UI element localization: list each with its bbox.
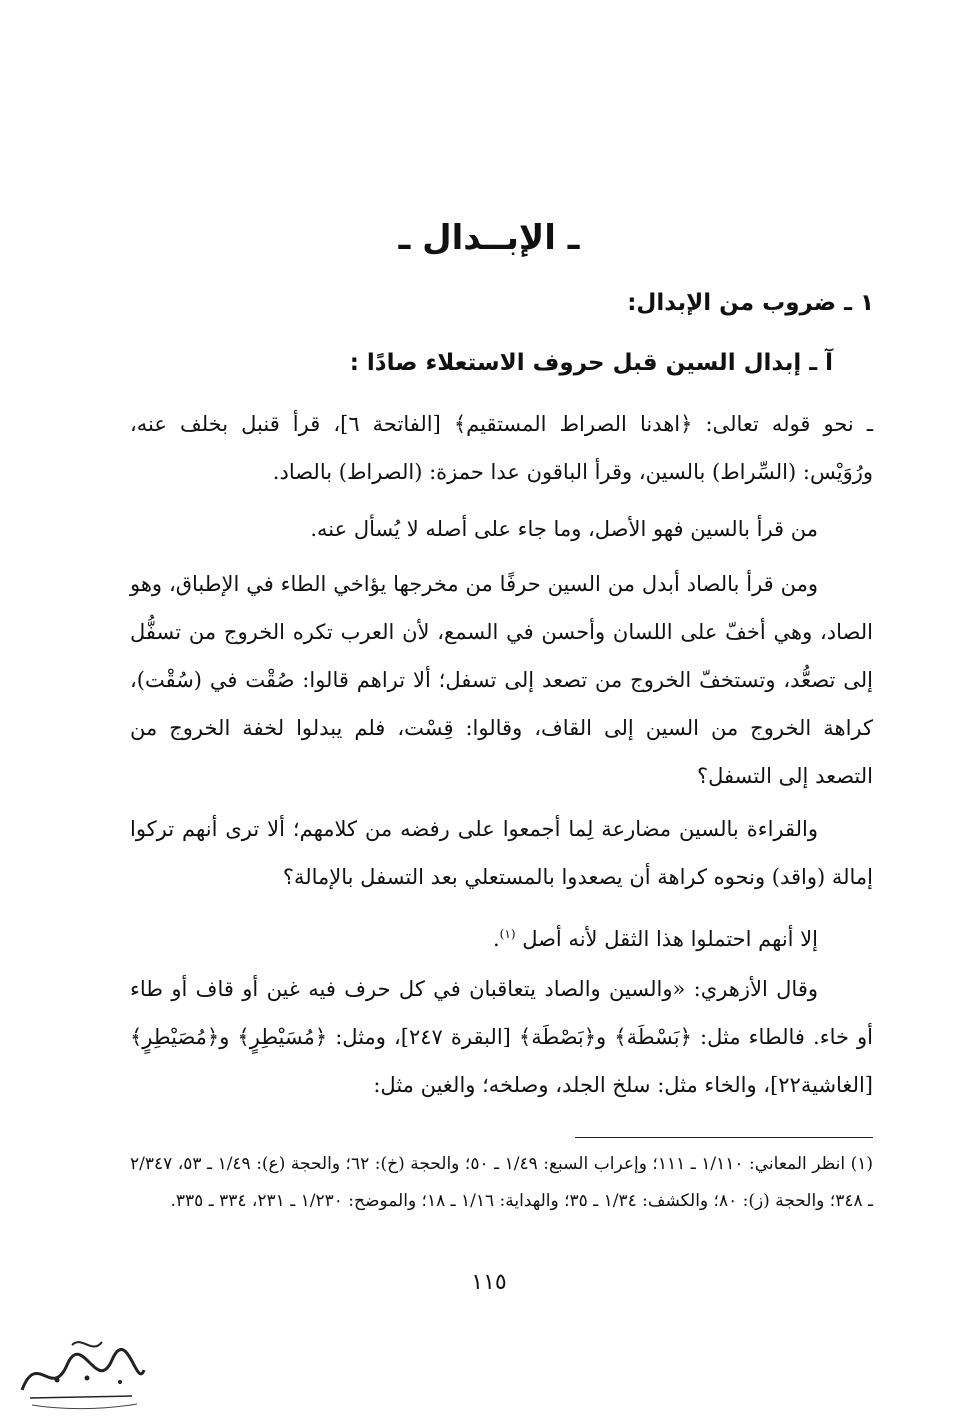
page-title: ـ الإبــدال ـ bbox=[398, 218, 580, 258]
paragraph-5 bbox=[130, 910, 873, 963]
paragraph-4: والقراءة بالسين مضارعة لِما أجمعوا على رفضه من كلامهم؛ ألا ترى أنهم تركوا إمالة (واقد) ونحوه كراهة أن يصعدوا بالمستعلي بعد التسفل بالإمالة؟ bbox=[130, 817, 873, 889]
paragraph-6: وقال الأزهري: «والسين والصاد يتعاقبان في كل حرف فيه غين أو قاف أو طاء أو خاء. فالطاء مثل: ﴿بَسْطَة﴾ و﴿بَصْطَة﴾ [البقرة ٢٤٧]، ومثل: ﴿مُسَيْطِرٍ﴾ و﴿مُصَيْطِرٍ﴾ [الغاشية٢٢]، والخاء مثل: سلخ الجلد، وصلخه؛ والغين مثل: bbox=[130, 977, 873, 1097]
stamp-calligraphy-icon bbox=[12, 1330, 152, 1415]
footnote-ref-1[interactable]: (١) bbox=[499, 927, 516, 941]
subsection-heading: آ ـ إبدال السين قبل حروف الاستعلاء صادًا : bbox=[349, 350, 833, 376]
paragraph-1: ـ نحو قوله تعالى: ﴿اهدنا الصراط المستقيم﴾ [الفاتحة ٦]، قرأ قنبل بخلف عنه، ورُوَيْس: (السِّراط) بالسين، وقرأ الباقون عدا حمزة: (الصراط) بالصاد. bbox=[130, 412, 873, 484]
paragraph-3: ومن قرأ بالصاد أبدل من السين حرفًا من مخرجها يؤاخي الطاء في الإطباق، وهو الصاد، وهي أخفّ على اللسان وأحسن في السمع، لأن العرب تكره الخروج من تسفُّل إلى تصعُّد، وتستخفّ الخروج من تصعد إلى تسفل؛ ألا تراهم قالوا: صُقْت في (سُقْت)، كراهة الخروج من السين إلى القاف، وقالوا: قِسْت، فلم يبدلوا لخفة الخروج من التصعد إلى التسفل؟ bbox=[130, 572, 873, 788]
section-heading: ١ ـ ضروب من الإبدال: bbox=[627, 290, 874, 316]
footnote-1: (١) انظر المعاني: ١/١١٠ ـ ١١١؛ وإعراب السبع: ١/٤٩ ـ ٥٠؛ والحجة (خ): ٦٢؛ والحجة (ع): ١/٤٩ ـ ٥٣، ٢/٣٤٧ ـ ٣٤٨؛ والحجة (ز): ٨٠؛ والكشف: ١/٣٤ ـ ٣٥؛ والهداية: ١/١٦ ـ ١٨؛ والموضح: ١/٢٣٠ ـ ٢٣١، ٣٣٤ ـ ٣٣٥. bbox=[130, 1154, 873, 1211]
library-stamp-logo bbox=[12, 1330, 152, 1415]
paragraph-5-end: . bbox=[492, 927, 500, 951]
paragraph-5-text: إلا أنهم احتملوا هذا الثقل لأنه أصل bbox=[522, 927, 818, 951]
footnote-divider bbox=[575, 1137, 873, 1138]
paragraph-2: من قرأ بالسين فهو الأصل، وما جاء على أصله لا يُسأل عنه. bbox=[310, 517, 818, 541]
page-number: ١١٥ bbox=[471, 1270, 507, 1295]
